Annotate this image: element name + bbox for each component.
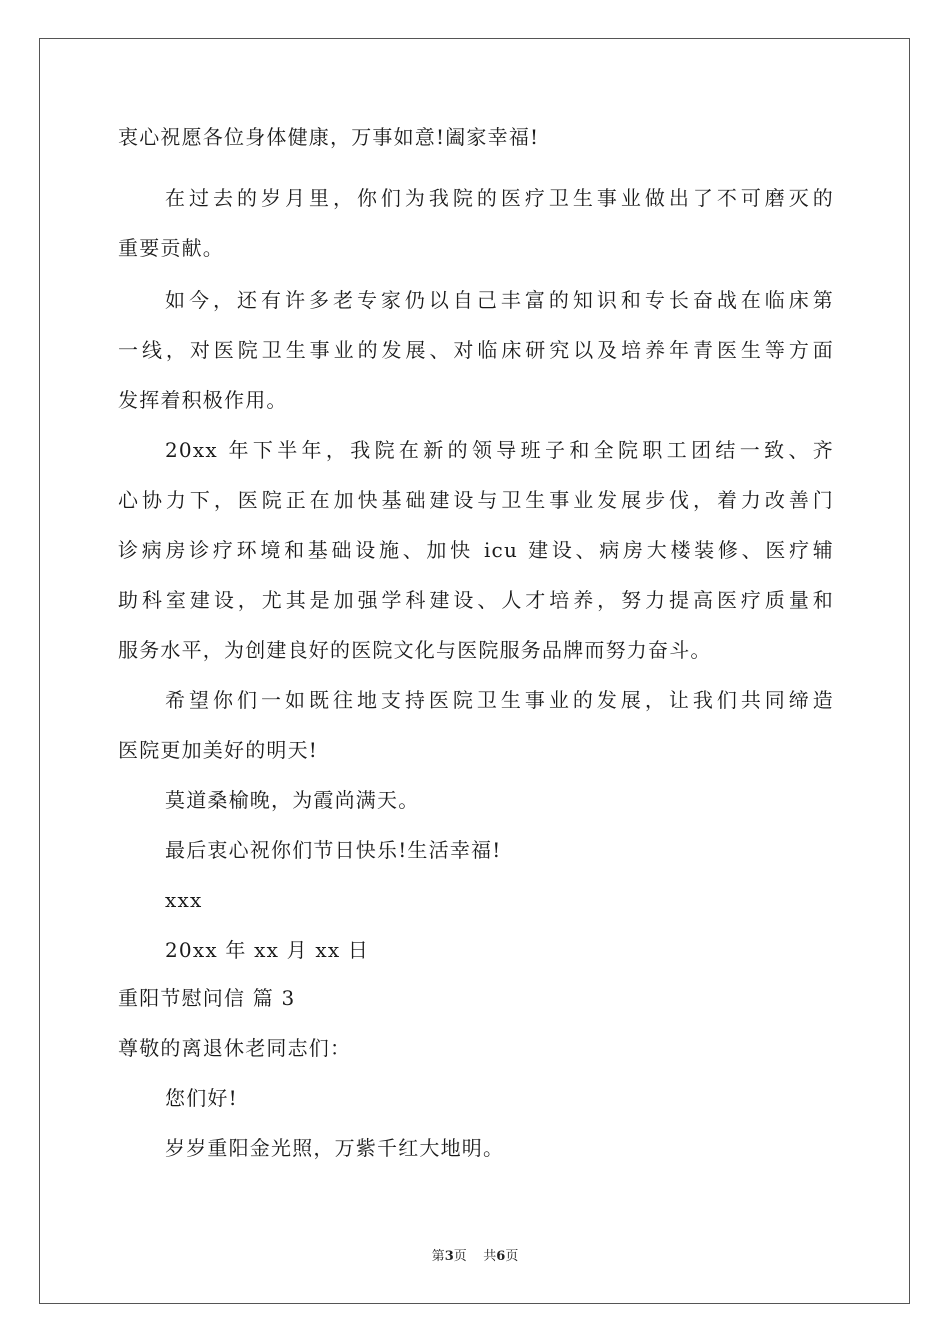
paragraph-line: 助科室建设，尤其是加强学科建设、人才培养，努力提高医疗质量和 [118, 588, 834, 612]
page-mid: 页 共 [453, 1249, 497, 1264]
signature-date: 20xx 年 xx 月 xx 日 [165, 938, 370, 962]
paragraph-line: 重要贡献。 [118, 236, 224, 260]
page-footer [0, 1248, 950, 1266]
paragraph-line: 发挥着积极作用。 [118, 388, 288, 412]
page-border [39, 38, 910, 1304]
salutation: 尊敬的离退休老同志们： [118, 1036, 352, 1060]
page-prefix: 第 [431, 1249, 445, 1264]
page-current: 3 [444, 1249, 454, 1264]
paragraph-line: 诊病房诊疗环境和基础设施、加快 icu 建设、病房大楼装修、医疗辅 [118, 538, 834, 562]
paragraph-line: 希望你们一如既往地支持医院卫生事业的发展，让我们共同缔造 [165, 688, 834, 712]
paragraph-line: 在过去的岁月里，你们为我院的医疗卫生事业做出了不可磨灭的 [165, 186, 834, 210]
paragraph-line: 20xx 年下半年，我院在新的领导班子和全院职工团结一致、齐 [165, 438, 834, 462]
paragraph-line: 岁岁重阳金光照，万紫千红大地明。 [165, 1136, 505, 1160]
signature-name: xxx [165, 888, 203, 912]
paragraph-line: 医院更加美好的明天! [118, 738, 319, 762]
section-heading: 重阳节慰问信 篇 3 [118, 986, 296, 1010]
page-suffix: 页 [505, 1249, 519, 1264]
paragraph-line: 如今，还有许多老专家仍以自己丰富的知识和专长奋战在临床第 [165, 288, 834, 312]
paragraph-line: 衷心祝愿各位身体健康，万事如意!阖家幸福! [118, 125, 540, 149]
page-total: 6 [496, 1249, 506, 1264]
paragraph-line: 您们好! [165, 1086, 238, 1110]
paragraph-line: 莫道桑榆晚，为霞尚满天。 [165, 788, 420, 812]
paragraph-line: 服务水平，为创建良好的医院文化与医院服务品牌而努力奋斗。 [118, 638, 712, 662]
paragraph-line: 心协力下，医院正在加快基础建设与卫生事业发展步伐，着力改善门 [118, 488, 834, 512]
paragraph-line: 一线，对医院卫生事业的发展、对临床研究以及培养年青医生等方面 [118, 338, 834, 362]
paragraph-line: 最后衷心祝你们节日快乐!生活幸福! [165, 838, 502, 862]
